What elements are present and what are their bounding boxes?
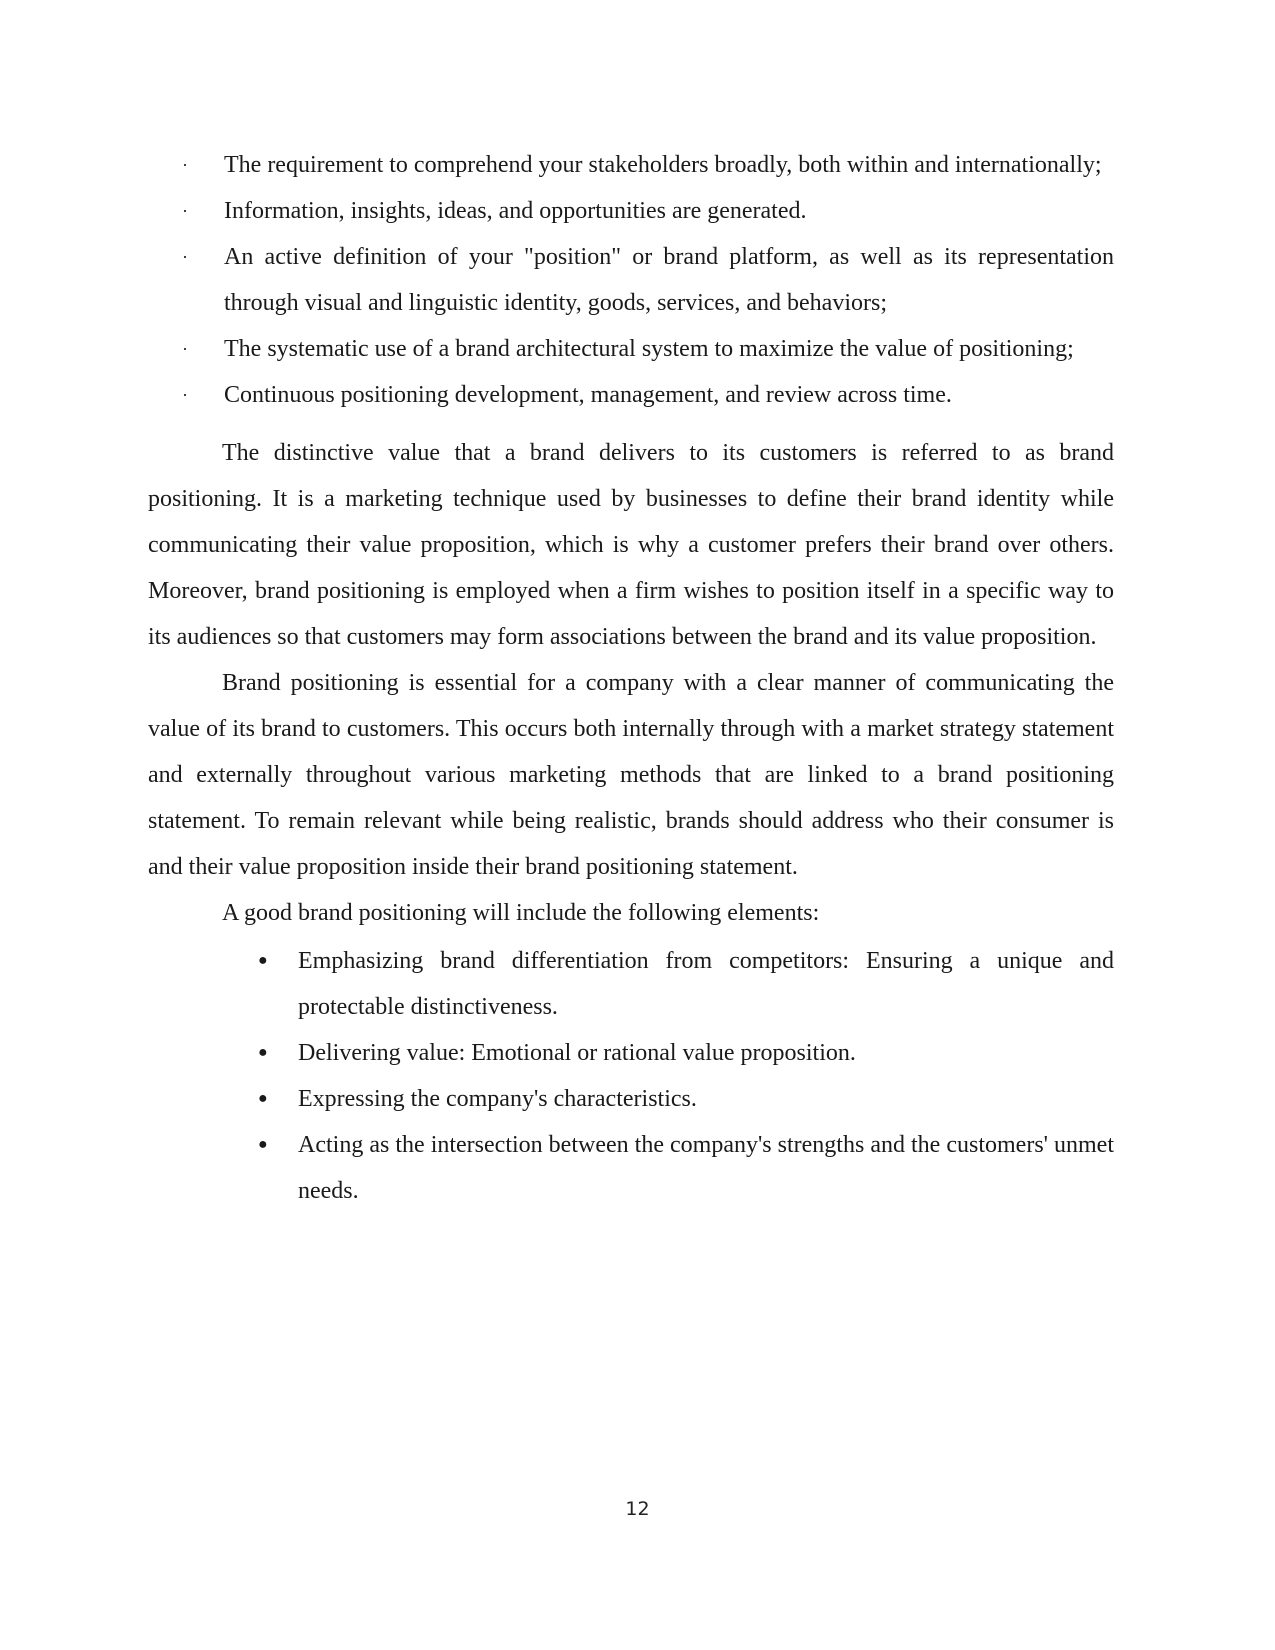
list-item	[148, 1122, 1114, 1214]
bullet-dot-icon: ·	[182, 155, 188, 175]
list-item-text: Information, insights, ideas, and opportunities are generated.	[224, 198, 807, 224]
list-item-text: Continuous positioning development, management, and review across time.	[224, 382, 952, 408]
elements-intro: A good brand positioning will include the following elements:	[222, 900, 820, 926]
stakeholder-bullet-list	[148, 142, 1114, 418]
list-item-text: Acting as the intersection between the company's strengths and the customers' unmet needs.	[298, 1132, 1114, 1204]
list-item-text: Emphasizing brand differentiation from competitors: Ensuring a unique and protectable distinctiveness.	[298, 948, 1114, 1020]
list-item	[148, 1076, 1114, 1122]
bullet-disc-icon: ●	[258, 1090, 268, 1107]
bullet-dot-icon: ·	[182, 339, 188, 359]
list-item	[148, 188, 1114, 234]
list-item	[148, 938, 1114, 1030]
list-item-text: Expressing the company's characteristics.	[298, 1086, 697, 1112]
bullet-disc-icon: ●	[258, 1136, 268, 1153]
paragraph-brand-positioning-importance: Brand positioning is essential for a company with a clear manner of communicating the value of its brand to customers. This occurs both internally through with a market strategy statement and externally throughout various marketing methods that are linked to a brand positioning statement. To remain relevant while being realistic, brands should address who their consumer is and their value proposition inside their brand positioning statement.	[148, 670, 1114, 880]
bullet-dot-icon: ·	[182, 385, 188, 405]
list-item-text: The requirement to comprehend your stakeholders broadly, both within and internationally;	[224, 152, 1102, 178]
page-number: 12	[625, 1498, 650, 1520]
list-item-text: Delivering value: Emotional or rational value proposition.	[298, 1040, 856, 1066]
list-item	[148, 142, 1114, 188]
page-content	[148, 142, 1114, 1214]
bullet-disc-icon: ●	[258, 1044, 268, 1061]
list-item	[148, 234, 1114, 326]
bullet-disc-icon: ●	[258, 952, 268, 969]
list-item-text: The systematic use of a brand architectural system to maximize the value of positioning;	[224, 336, 1074, 362]
list-item	[148, 372, 1114, 418]
list-item	[148, 1030, 1114, 1076]
paragraph-brand-positioning-definition: The distinctive value that a brand delivers to its customers is referred to as brand positioning. It is a marketing technique used by businesses to define their brand identity while communicating their value proposition, which is why a customer prefers their brand over others. Moreover, brand positioning is employed when a firm wishes to position itself in a specific way to its audiences so that customers may form associations between the brand and its value proposition.	[148, 440, 1114, 650]
bullet-dot-icon: ·	[182, 247, 188, 267]
list-item-text: An active definition of your "position" or brand platform, as well as its representation through visual and linguistic identity, goods, services, and behaviors;	[224, 244, 1114, 316]
list-item	[148, 326, 1114, 372]
elements-bullet-list	[148, 938, 1114, 1214]
bullet-dot-icon: ·	[182, 201, 188, 221]
